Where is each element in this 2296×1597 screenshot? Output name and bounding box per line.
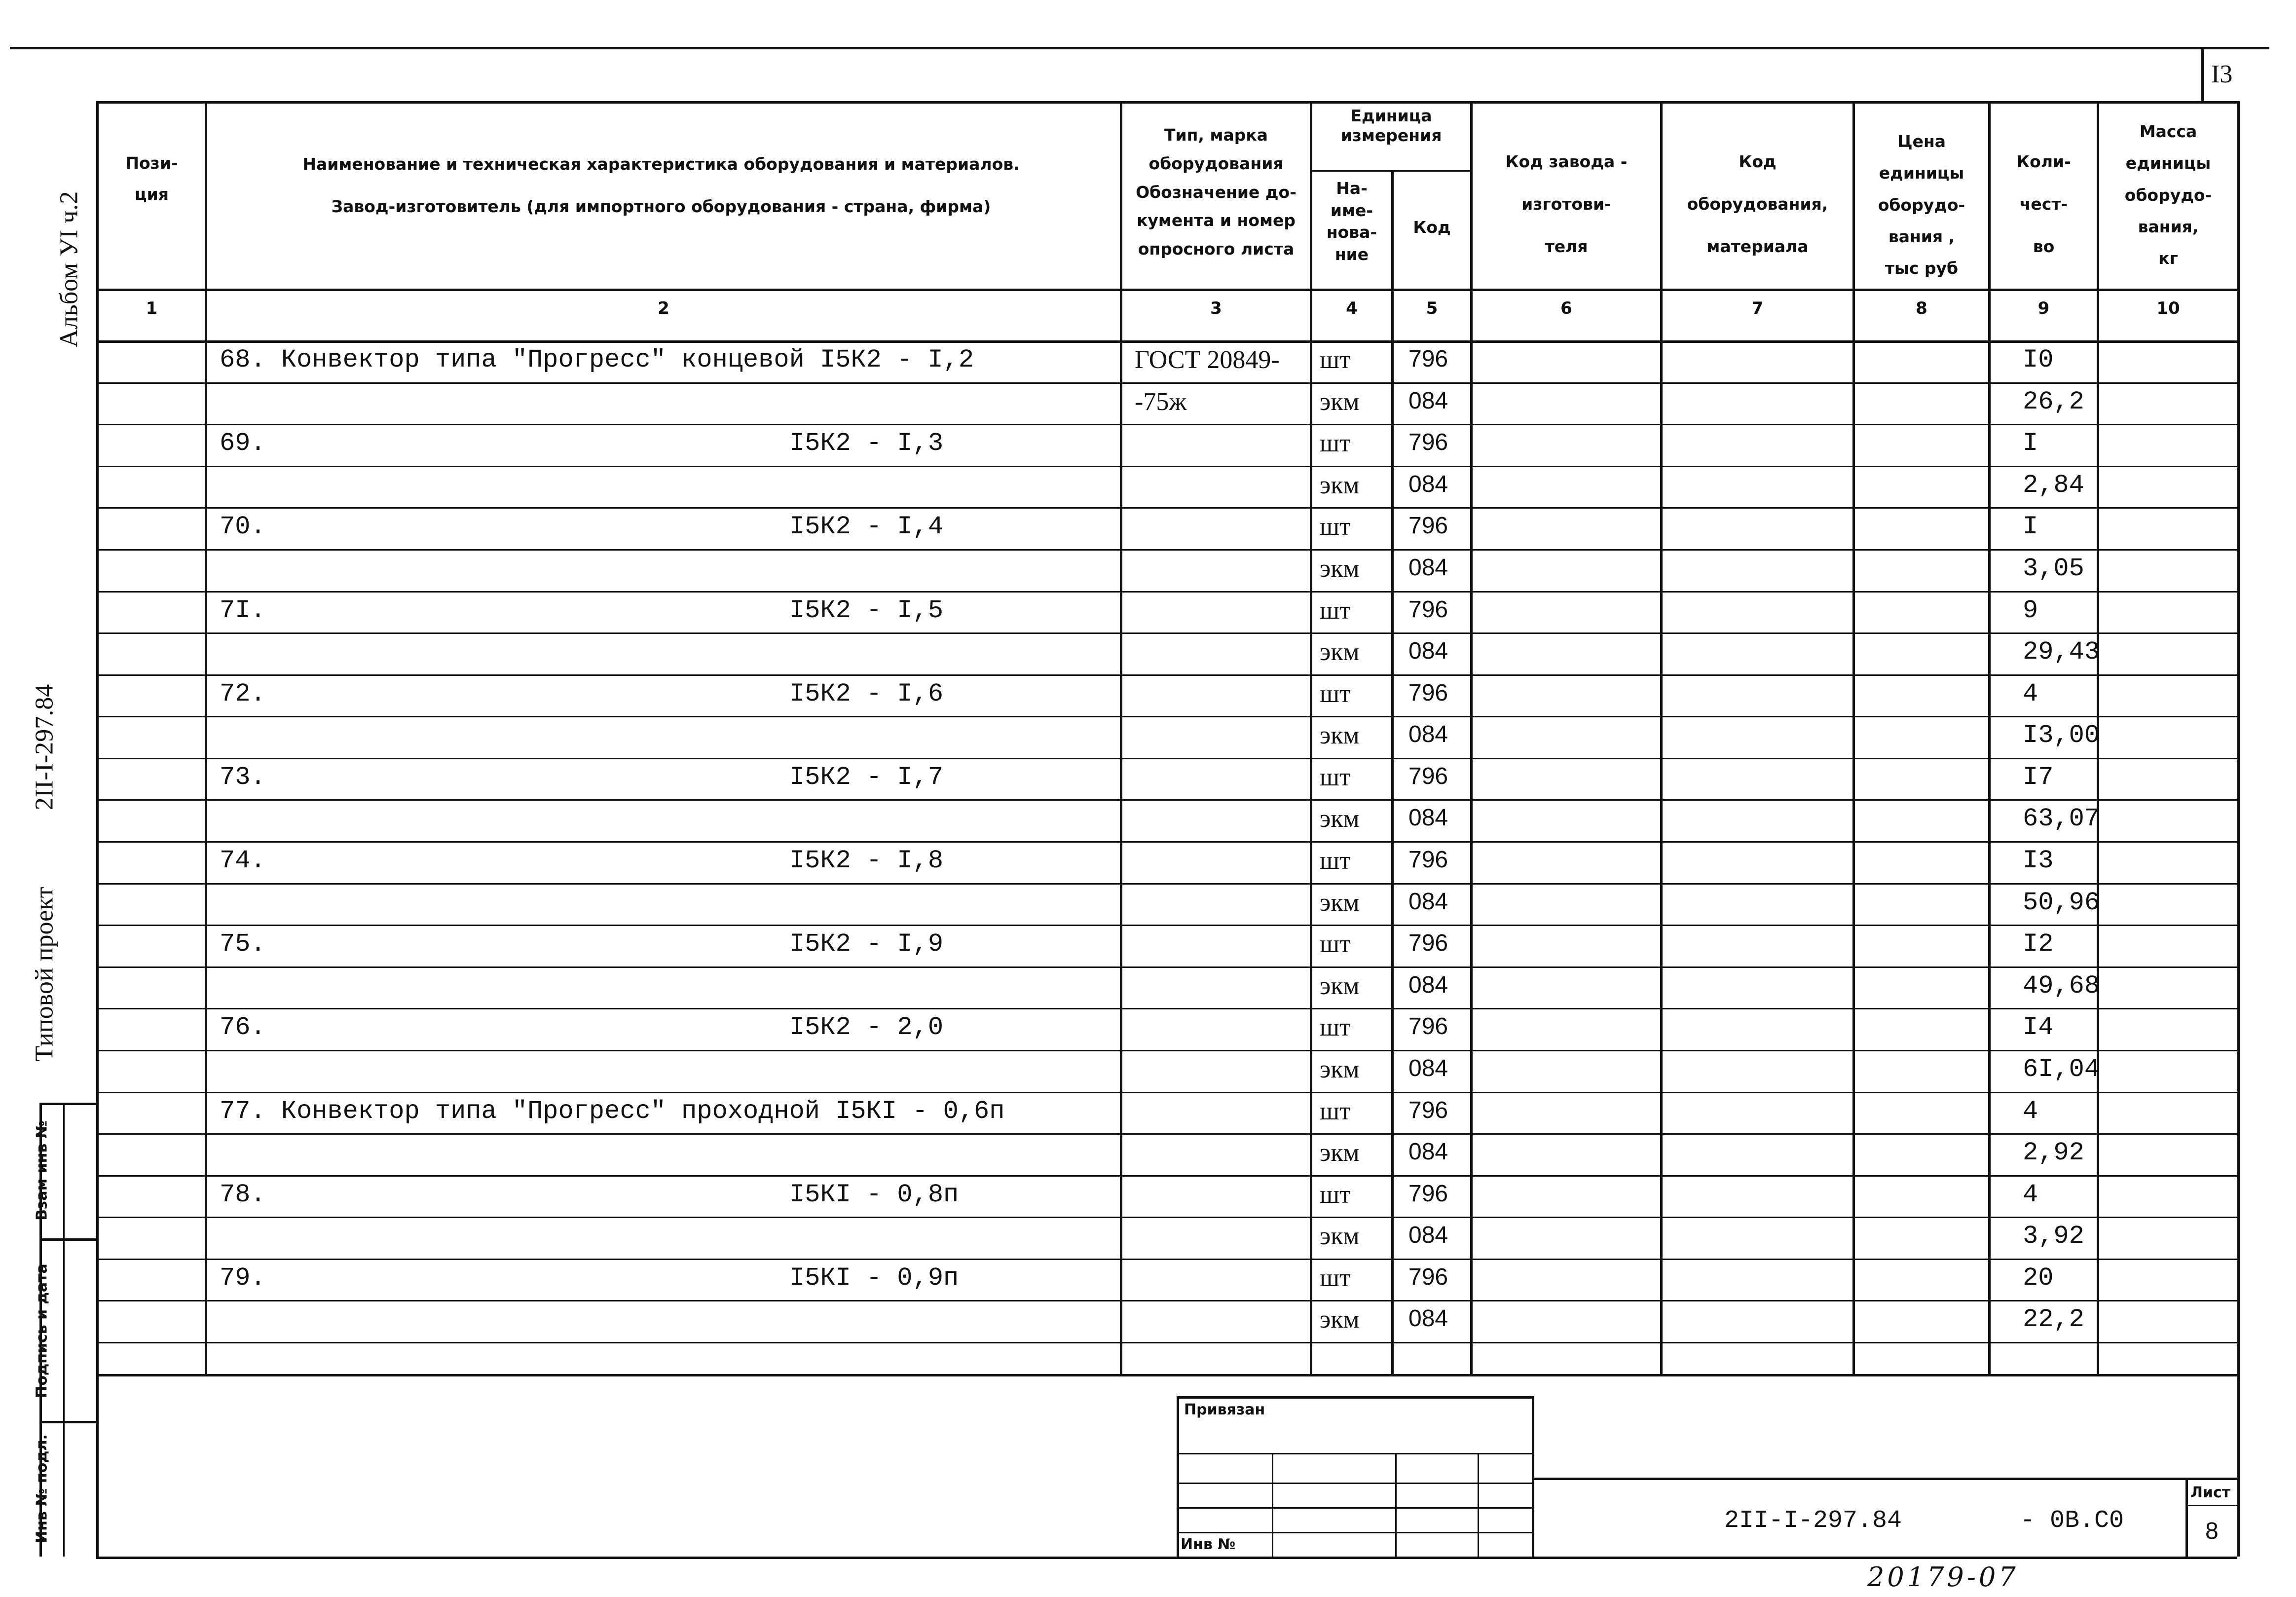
quantity: 4 [2023, 1180, 2038, 1209]
unit-name: шт [1320, 679, 1351, 708]
item-doc: ГОСТ 20849- [1135, 346, 1280, 374]
col-line-4 [1391, 170, 1394, 1374]
item-model: I5КI - 0,8п [789, 1180, 959, 1209]
unit-code: 084 [1408, 1055, 1448, 1081]
item-name: 79. [220, 1263, 266, 1293]
unit-name: экм [1320, 1305, 1360, 1334]
unit-code: 084 [1408, 1305, 1448, 1332]
item-model: I5К2 - I,9 [789, 929, 944, 959]
item-name: 78. [220, 1180, 266, 1209]
quantity: 2,84 [2023, 470, 2084, 500]
row-divider [96, 1008, 2237, 1009]
unit-code: 084 [1408, 805, 1448, 831]
frame-left [96, 101, 99, 1557]
unit-name: экм [1320, 888, 1360, 917]
item-name: 74. [220, 846, 266, 875]
titleblock-top [1532, 1478, 2237, 1480]
row-divider [96, 674, 2237, 676]
unit-name: шт [1320, 596, 1351, 625]
quantity: 22,2 [2023, 1305, 2084, 1335]
row-divider [96, 716, 2237, 717]
item-name: 76. [220, 1013, 266, 1042]
colnum-bottom [96, 340, 2237, 343]
stamp-strip-top [39, 1103, 96, 1105]
unit-name: экм [1320, 971, 1360, 1000]
unit-name: шт [1320, 847, 1351, 875]
quantity: I [2023, 429, 2038, 458]
row-divider [96, 925, 2237, 926]
item-model: I5К2 - I,7 [789, 762, 944, 792]
item-name: 68. Конвектор типа "Прогресс" концевой I5К2 - I,2 [220, 345, 974, 374]
colnum-10: 10 [2156, 298, 2180, 318]
unit-group-divider [1310, 170, 1470, 172]
colnum-2: 2 [658, 298, 669, 318]
unit-name: шт [1320, 763, 1351, 791]
privyazan-col-1 [1272, 1453, 1273, 1557]
unit-name: экм [1320, 721, 1360, 750]
header-quantity: Коли- чест- во [2016, 152, 2071, 256]
colnum-6: 6 [1560, 298, 1572, 318]
unit-code: 084 [1408, 638, 1448, 665]
top-border [10, 47, 2269, 49]
quantity: 2,92 [2023, 1138, 2084, 1168]
quantity: 3,05 [2023, 554, 2084, 583]
row-divider [96, 1217, 2237, 1218]
item-name: 7I. [220, 595, 266, 625]
unit-code: 796 [1408, 1263, 1448, 1290]
row-divider [96, 966, 2237, 968]
item-name: 77. Конвектор типа "Прогресс" проходной I5КI - 0,6п [220, 1096, 1005, 1126]
row-divider [96, 1092, 2237, 1093]
privyazan-row-4 [1177, 1532, 1534, 1533]
unit-code: 796 [1408, 346, 1448, 372]
row-divider [96, 799, 2237, 801]
row-divider [96, 841, 2237, 843]
item-model: I5К2 - I,3 [789, 429, 944, 458]
sheet-box-left [2185, 1478, 2188, 1557]
sheet-number: 8 [2205, 1518, 2219, 1544]
doc-suffix: - 0В.С0 [2020, 1507, 2124, 1535]
row-divider [96, 758, 2237, 759]
header-price: Цена единицы оборудо- вания , тыс руб [1878, 132, 1965, 278]
header-unit-group: Единица измерения [1340, 106, 1442, 145]
quantity: 20 [2023, 1263, 2054, 1293]
item-name: 70. [220, 512, 266, 542]
item-name: 75. [220, 929, 266, 959]
unit-code: 084 [1408, 888, 1448, 915]
unit-name: экм [1320, 805, 1360, 833]
col-line-5 [1470, 101, 1473, 1374]
sheet-label: Лист [2190, 1484, 2231, 1501]
quantity: 63,07 [2023, 804, 2100, 834]
inv-number-label: Инв № [1181, 1536, 1236, 1553]
side-project-type: Типовой проект [30, 887, 59, 1062]
unit-name: шт [1320, 930, 1351, 959]
unit-code: 796 [1408, 847, 1448, 873]
stamp-original-inv: Инв № подл. [33, 1434, 51, 1543]
sheet-box-divider [2185, 1505, 2237, 1506]
unit-code: 084 [1408, 1222, 1448, 1249]
frame-right [2237, 101, 2240, 1557]
unit-name: экм [1320, 471, 1360, 499]
unit-name: экм [1320, 387, 1360, 416]
colnum-5: 5 [1426, 298, 1438, 318]
quantity: I7 [2023, 762, 2054, 792]
quantity: 50,96 [2023, 888, 2100, 917]
corner-box-left [2201, 47, 2204, 101]
unit-code: 796 [1408, 429, 1448, 456]
stamp-replace-inv: Взам инв № [33, 1120, 51, 1221]
quantity: 3,92 [2023, 1222, 2084, 1251]
privyazan-row-2 [1177, 1483, 1534, 1484]
header-unit-name: На- име- нова- ние [1326, 179, 1377, 264]
item-doc: -75ж [1135, 387, 1187, 416]
unit-code: 796 [1408, 1013, 1448, 1040]
quantity: I3 [2023, 846, 2054, 875]
privyazan-col-2 [1395, 1453, 1397, 1557]
item-model: I5К2 - I,5 [789, 595, 944, 625]
unit-code: 084 [1408, 971, 1448, 998]
row-divider [96, 466, 2237, 467]
colnum-8: 8 [1916, 298, 1927, 318]
unit-code: 796 [1408, 513, 1448, 539]
stamp-inner-line [63, 1103, 65, 1557]
row-divider [96, 1175, 2237, 1177]
colnum-3: 3 [1210, 298, 1222, 318]
quantity: 6I,04 [2023, 1054, 2100, 1084]
row-divider [96, 1300, 2237, 1301]
unit-code: 796 [1408, 679, 1448, 706]
item-model: I5К2 - 2,0 [789, 1013, 944, 1042]
unit-code: 084 [1408, 1139, 1448, 1165]
header-mass: Масса единицы оборудо- вания, кг [2124, 122, 2212, 268]
unit-name: шт [1320, 1013, 1351, 1042]
row-divider [96, 1259, 2237, 1260]
col-line-8 [1988, 101, 1991, 1374]
quantity: I2 [2023, 929, 2054, 959]
colnum-1: 1 [146, 298, 158, 318]
item-name: 69. [220, 429, 266, 458]
colnum-4: 4 [1346, 298, 1358, 318]
row-divider [96, 382, 2237, 384]
header-unit-code: Код [1413, 218, 1451, 237]
row-divider [96, 424, 2237, 425]
col-line-6 [1660, 101, 1663, 1374]
header-equipment-code: Код оборудования, материала [1687, 152, 1828, 256]
unit-code: 084 [1408, 721, 1448, 748]
sheet-corner-number: I3 [2211, 60, 2233, 88]
unit-code: 084 [1408, 471, 1448, 497]
col-line-7 [1852, 101, 1855, 1374]
privyazan-label: Привязан [1184, 1401, 1265, 1418]
quantity: I [2023, 512, 2038, 542]
unit-name: шт [1320, 1263, 1351, 1292]
colnum-9: 9 [2037, 298, 2050, 318]
table-bottom [96, 1374, 2237, 1376]
item-name: 72. [220, 679, 266, 708]
row-divider [96, 632, 2237, 634]
quantity: 49,68 [2023, 971, 2100, 1001]
unit-name: экм [1320, 1222, 1360, 1251]
privyazan-col-3 [1478, 1453, 1479, 1557]
colnum-7: 7 [1751, 298, 1764, 318]
stamp-divider-2 [39, 1421, 96, 1423]
item-name: 73. [220, 762, 266, 792]
col-line-1 [205, 101, 207, 1374]
header-position: Пози- ция [125, 153, 178, 204]
stamp-divider-1 [39, 1238, 96, 1241]
quantity: I4 [2023, 1013, 2054, 1042]
unit-code: 796 [1408, 930, 1448, 957]
unit-code: 796 [1408, 763, 1448, 789]
doc-code: 2II-I-297.84 [1724, 1507, 1902, 1535]
quantity: 4 [2023, 1096, 2038, 1126]
privyazan-row-1 [1177, 1453, 1534, 1454]
unit-code: 796 [1408, 596, 1448, 623]
header-name: Наименование и техническая характеристика оборудования и материалов. Завод-изготовитель (для импортного оборудования - страна, фирма) [302, 154, 1020, 216]
unit-name: экм [1320, 638, 1360, 667]
header-type-doc: Тип, марка оборудования Обозначение до- кумента и номер опросного листа [1136, 125, 1296, 259]
item-model: I5К2 - I,4 [789, 512, 944, 542]
row-divider [96, 1050, 2237, 1051]
side-album-label: Альбом УI ч.2 [55, 191, 83, 348]
quantity: I0 [2023, 345, 2054, 374]
col-line-2 [1120, 101, 1122, 1374]
row-divider [96, 549, 2237, 551]
unit-name: шт [1320, 346, 1351, 374]
table-top [96, 101, 2237, 104]
row-divider [96, 507, 2237, 509]
row-divider [96, 883, 2237, 885]
unit-name: шт [1320, 513, 1351, 541]
footer-handwritten-number: 20179-07 [1867, 1561, 2019, 1593]
unit-name: экм [1320, 1139, 1360, 1167]
row-divider [96, 591, 2237, 593]
stamp-signature-date: Подпись и дата [33, 1263, 51, 1398]
unit-code: 796 [1408, 1097, 1448, 1123]
unit-code: 796 [1408, 1180, 1448, 1207]
row-divider [96, 1342, 2237, 1343]
item-model: I5К2 - I,8 [789, 846, 944, 875]
unit-name: экм [1320, 554, 1360, 583]
unit-name: шт [1320, 429, 1351, 458]
unit-name: шт [1320, 1097, 1351, 1125]
unit-name: экм [1320, 1055, 1360, 1083]
sheet-bottom [96, 1557, 2237, 1559]
unit-name: шт [1320, 1180, 1351, 1209]
privyazan-top [1177, 1396, 1534, 1399]
header-factory-code: Код завода - изготови- теля [1505, 152, 1628, 256]
item-model: I5К2 - I,6 [789, 679, 944, 708]
row-divider [96, 1133, 2237, 1135]
unit-code: 084 [1408, 554, 1448, 581]
col-line-3 [1310, 101, 1312, 1374]
side-project-code: 2II-I-297.84 [30, 684, 59, 811]
quantity: 4 [2023, 679, 2038, 708]
item-model: I5КI - 0,9п [789, 1263, 959, 1293]
quantity: 29,43 [2023, 637, 2100, 667]
quantity: I3,00 [2023, 721, 2100, 750]
privyazan-row-3 [1177, 1507, 1534, 1509]
unit-code: 084 [1408, 387, 1448, 414]
quantity: 9 [2023, 595, 2038, 625]
header-bottom [96, 289, 2237, 291]
quantity: 26,2 [2023, 387, 2084, 416]
